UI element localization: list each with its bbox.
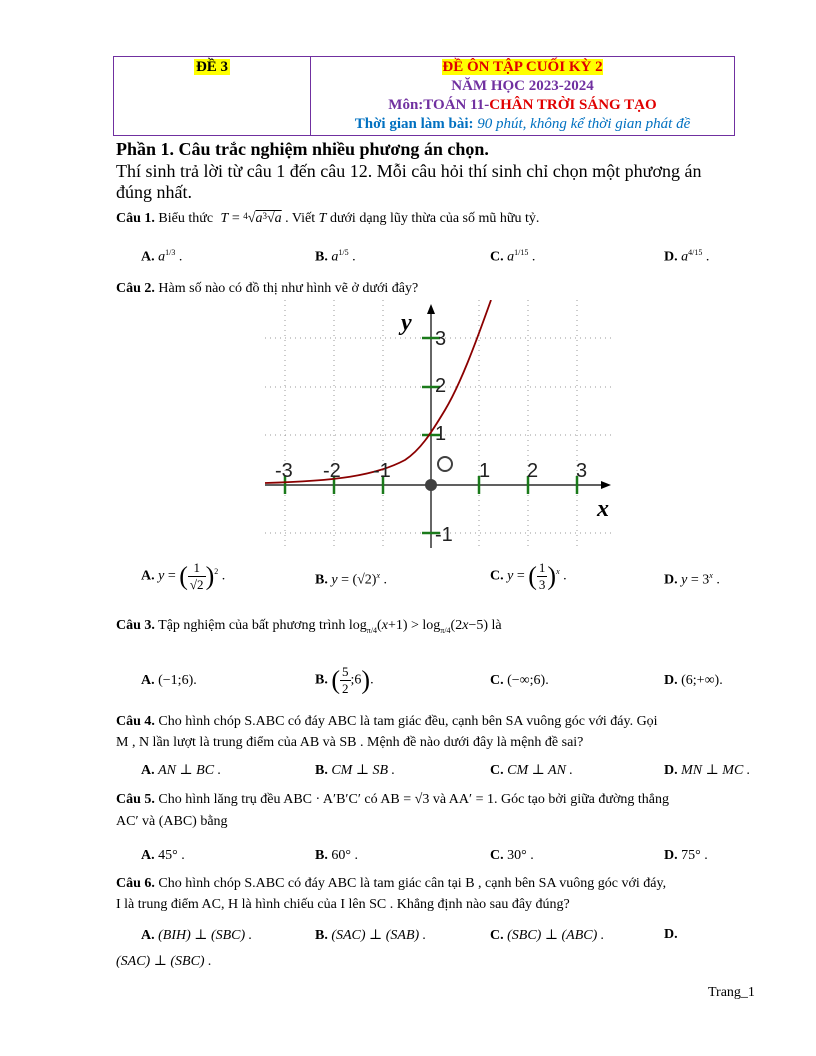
- tick-x-neg3: -3: [275, 460, 293, 482]
- q3-option-c[interactable]: C. (−∞;6).: [490, 673, 549, 688]
- q6-option-c[interactable]: C. (SBC) ⊥ (ABC) .: [490, 928, 605, 943]
- question-5: Câu 5. Cho hình lăng trụ đều ABC · A′B′C′ có AB = √3 và AA′ = 1. Góc tạo bởi giữa đường thẳng: [116, 792, 669, 807]
- question-4: Câu 4. Cho hình chóp S.ABC có đáy ABC là tam giác đều, cạnh bên SA vuông góc với đáy. Gọi: [116, 714, 658, 729]
- q4-option-a[interactable]: A. AN ⊥ BC .: [141, 763, 222, 778]
- q4-option-c[interactable]: C. CM ⊥ AN .: [490, 763, 573, 778]
- exam-code: ĐỀ 3: [114, 57, 311, 135]
- question-4-line2: M , N lần lượt là trung điểm của AB và SB . Mệnh đề nào dưới đây là mệnh đề sai?: [116, 735, 584, 750]
- question-6: Câu 6. Cho hình chóp S.ABC có đáy ABC là tam giác cân tại B , cạnh bên SA vuông góc với đáy,: [116, 876, 667, 891]
- q6-option-a[interactable]: A. (BIH) ⊥ (SBC) .: [141, 928, 253, 943]
- subject: Môn:TOÁN 11-CHÂN TRỜI SÁNG TẠO: [388, 97, 657, 113]
- q3-option-b[interactable]: B. ( $\frac{5}{2}$ ;6).: [315, 664, 374, 696]
- exam-header: [113, 56, 735, 136]
- q5-option-a[interactable]: A. 45° .: [141, 848, 185, 863]
- exam-time: Thời gian làm bài: 90 phút, không kể thời gian phát đề: [354, 116, 691, 132]
- q4-option-d[interactable]: D. MN ⊥ MC .: [664, 763, 751, 778]
- page-number: Trang_1: [708, 985, 755, 1000]
- q2-option-d[interactable]: D. $y = 3^x$ .: [664, 571, 720, 588]
- section-intro-1: Thí sinh trả lời từ câu 1 đến câu 12. Mỗi câu hỏi thí sinh chỉ chọn một phương án: [116, 161, 702, 181]
- tick-y-2: 2: [435, 375, 447, 397]
- q6-option-d[interactable]: D.: [664, 927, 678, 942]
- q5-option-b[interactable]: B. 60° .: [315, 848, 358, 863]
- q2-option-b[interactable]: B. $y = (√2)^x$ .: [315, 571, 388, 588]
- tick-y-neg1: -1: [435, 524, 453, 546]
- q1-option-d[interactable]: D. $a^{4/15}$ .: [664, 248, 710, 265]
- q5-option-c[interactable]: C. 30° .: [490, 848, 534, 863]
- q2-option-a[interactable]: A. y = ( $\frac{1}{√2}$ )$^2$ .: [141, 560, 226, 592]
- exponential-graph: [255, 300, 625, 550]
- tick-y-3: 3: [435, 328, 447, 350]
- tick-x-neg1: -1: [373, 460, 391, 482]
- tick-x-2: 2: [527, 460, 539, 482]
- q1-option-c[interactable]: C. $a^{1/15}$ .: [490, 248, 536, 265]
- tick-x-neg2: -2: [323, 460, 341, 482]
- q5-option-d[interactable]: D. 75° .: [664, 848, 708, 863]
- exam-title-block: [311, 57, 734, 135]
- tick-y-1: 1: [435, 423, 447, 445]
- question-3: Câu 3. Tập nghiệm của bất phương trình $\log_{\pi/4}(x+1) > \log_{\pi/4}(2x-5)$ là: [116, 618, 502, 635]
- q1-option-b[interactable]: B. $a^{1/5}$ .: [315, 248, 356, 265]
- school-year: NĂM HỌC 2023-2024: [451, 78, 594, 94]
- question-1: Câu 1. Biểu thức $T = ^4√a^3√a$ . Viết T dưới dạng lũy thừa của số mũ hữu tỷ.: [116, 211, 540, 226]
- q4-option-b[interactable]: B. CM ⊥ SB .: [315, 763, 396, 778]
- question-6-line2: I là trung điểm AC, H là hình chiếu của I lên SC . Khẳng định nào sau đây đúng?: [116, 897, 570, 912]
- tick-x-1: 1: [479, 460, 491, 482]
- question-2: Câu 2. Hàm số nào có đồ thị như hình vẽ ở dưới đây?: [116, 281, 419, 296]
- section-title: Phần 1. Câu trắc nghiệm nhiều phương án chọn.: [116, 139, 489, 159]
- q1-option-a[interactable]: A. $a^{1/3}$ .: [141, 248, 183, 265]
- x-axis-label: x: [597, 496, 609, 522]
- q2-option-c[interactable]: C. y = ( $\frac{1}{3}$ )$^x$ .: [490, 560, 567, 592]
- exam-title: ĐỀ ÔN TẬP CUỐI KỲ 2: [442, 59, 603, 75]
- question-5-line2: AC′ và (ABC) bằng: [116, 814, 228, 829]
- q6-option-d-text: (SAC) ⊥ (SBC) .: [116, 954, 212, 969]
- q6-option-b[interactable]: B. (SAC) ⊥ (SAB) .: [315, 928, 427, 943]
- tick-x-3: 3: [576, 460, 588, 482]
- y-axis-label: y: [401, 310, 412, 336]
- q3-option-a[interactable]: A. (−1;6).: [141, 673, 197, 688]
- section-intro-2: đúng nhất.: [116, 182, 192, 202]
- q3-option-d[interactable]: D. (6;+∞).: [664, 673, 723, 688]
